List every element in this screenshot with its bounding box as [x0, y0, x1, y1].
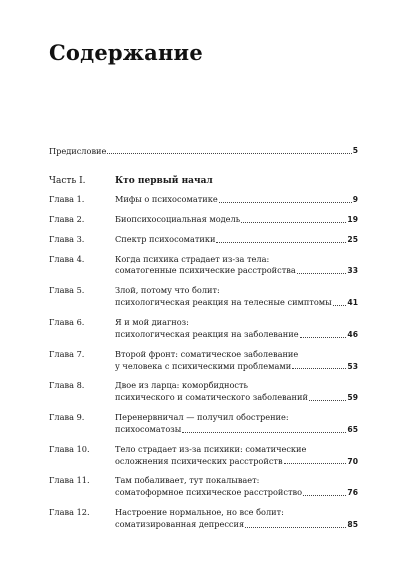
dot-leader	[219, 202, 352, 203]
dot-leader	[245, 527, 346, 528]
chapter-title-line: Когда психика страдает из-за тела:	[115, 253, 270, 264]
chapter-page-number: 19	[347, 214, 358, 224]
toc-chapter-entry[interactable]	[49, 214, 358, 226]
chapter-page-number: 33	[347, 266, 358, 276]
part-name: Кто первый начал	[115, 176, 213, 186]
chapter-number: Глава 1.	[49, 194, 85, 204]
chapter-title	[115, 412, 358, 436]
chapter-title-line: Биопсихосоциальная модель	[115, 213, 241, 224]
chapter-number: Глава 9.	[49, 412, 85, 423]
toc-preface-entry[interactable]	[49, 145, 358, 157]
chapter-title-line: Второй фронт: соматическое заболевание	[115, 348, 299, 359]
dot-leader	[300, 337, 347, 338]
chapter-number: Глава 12.	[49, 507, 90, 518]
toc-chapter-entry[interactable]	[49, 285, 358, 309]
chapter-page-number: 25	[347, 234, 358, 244]
chapter-title-line: соматоформное психическое расстройство	[115, 487, 303, 498]
chapter-title-line: Двое из ларца: коморбидность	[115, 380, 248, 391]
chapter-title-line: Перенервничал — получил обострение:	[115, 412, 289, 423]
chapter-title	[115, 507, 358, 531]
chapter-title-line: соматогенные психические расстройства	[115, 265, 296, 276]
dot-leader	[284, 463, 347, 464]
chapter-page-number: 76	[347, 488, 358, 498]
chapter-page-number: 53	[347, 361, 358, 371]
chapter-page-number: 70	[347, 456, 358, 466]
chapter-title	[115, 444, 358, 468]
dot-leader	[333, 305, 347, 306]
chapter-title-line: Тело страдает из-за психики: соматические	[115, 443, 307, 454]
chapter-title	[115, 285, 358, 309]
dot-leader	[303, 495, 346, 496]
toc-chapter-entry[interactable]	[49, 194, 358, 206]
toc-chapter-entry[interactable]	[49, 507, 358, 531]
chapter-number: Глава 4.	[49, 253, 85, 264]
dot-leader	[107, 153, 351, 154]
toc-chapter-entry[interactable]	[49, 475, 358, 499]
toc-chapter-entry[interactable]	[49, 234, 358, 246]
dot-leader	[216, 242, 346, 243]
chapter-number: Глава 10.	[49, 443, 90, 454]
chapter-title	[115, 317, 358, 341]
chapter-number: Глава 5.	[49, 285, 85, 296]
toc-chapter-entry[interactable]	[49, 317, 358, 341]
toc-chapter-entry[interactable]	[49, 349, 358, 373]
chapter-title	[115, 349, 358, 373]
chapter-number: Глава 2.	[49, 213, 85, 224]
chapter-title-line: Злой, потому что болит:	[115, 285, 220, 296]
dot-leader	[241, 222, 346, 223]
chapter-title-line: психологическая реакция на заболевание	[115, 328, 299, 339]
chapter-title-line: Настроение нормальное, но все болит:	[115, 507, 284, 518]
chapter-title-line: соматизированная депрессия	[115, 518, 245, 529]
chapter-number: Глава 7.	[49, 348, 85, 359]
chapter-title-line: Я и мой диагноз:	[115, 317, 189, 328]
chapter-title-line: у человека с психическими проблемами	[115, 360, 292, 371]
dot-leader	[309, 400, 346, 401]
chapter-page-number: 85	[347, 519, 358, 529]
toc-chapter-entry[interactable]	[49, 254, 358, 278]
chapter-page-number: 46	[347, 329, 358, 339]
chapter-title-line: Мифы о психосоматике	[115, 194, 218, 204]
chapter-number: Глава 3.	[49, 233, 85, 244]
preface-label: Предисловие	[49, 146, 107, 156]
chapter-page-number: 65	[347, 424, 358, 434]
chapter-title	[115, 214, 358, 226]
part-number: Часть I.	[49, 176, 86, 186]
chapter-title-line: психологическая реакция на телесные симптомы	[115, 297, 332, 308]
toc-chapter-entry[interactable]	[49, 380, 358, 404]
preface-page-number: 5	[352, 146, 358, 155]
dot-leader	[292, 368, 346, 369]
chapter-title-line: осложнения психических расстройств	[115, 455, 283, 466]
chapter-title-line: психического и соматического заболеваний	[115, 392, 308, 403]
part-heading	[49, 176, 213, 186]
chapter-number: Глава 8.	[49, 380, 85, 391]
chapter-title-line: психосоматозы	[115, 423, 182, 434]
toc-chapter-entry[interactable]	[49, 412, 358, 436]
page-title: Содержание	[49, 40, 203, 65]
chapter-number: Глава 11.	[49, 475, 90, 486]
chapter-title	[115, 194, 358, 206]
dot-leader	[297, 273, 347, 274]
table-of-contents	[49, 194, 358, 539]
chapter-page-number: 9	[352, 195, 358, 204]
toc-chapter-entry[interactable]	[49, 444, 358, 468]
chapter-title	[115, 380, 358, 404]
chapter-title-line: Спектр психосоматики	[115, 233, 216, 244]
chapter-number: Глава 6.	[49, 317, 85, 328]
chapter-page-number: 41	[347, 298, 358, 308]
chapter-title	[115, 254, 358, 278]
chapter-title	[115, 475, 358, 499]
chapter-title-line: Там побаливает, тут покалывает:	[115, 475, 260, 486]
chapter-page-number: 59	[347, 393, 358, 403]
dot-leader	[182, 432, 346, 433]
chapter-title	[115, 234, 358, 246]
